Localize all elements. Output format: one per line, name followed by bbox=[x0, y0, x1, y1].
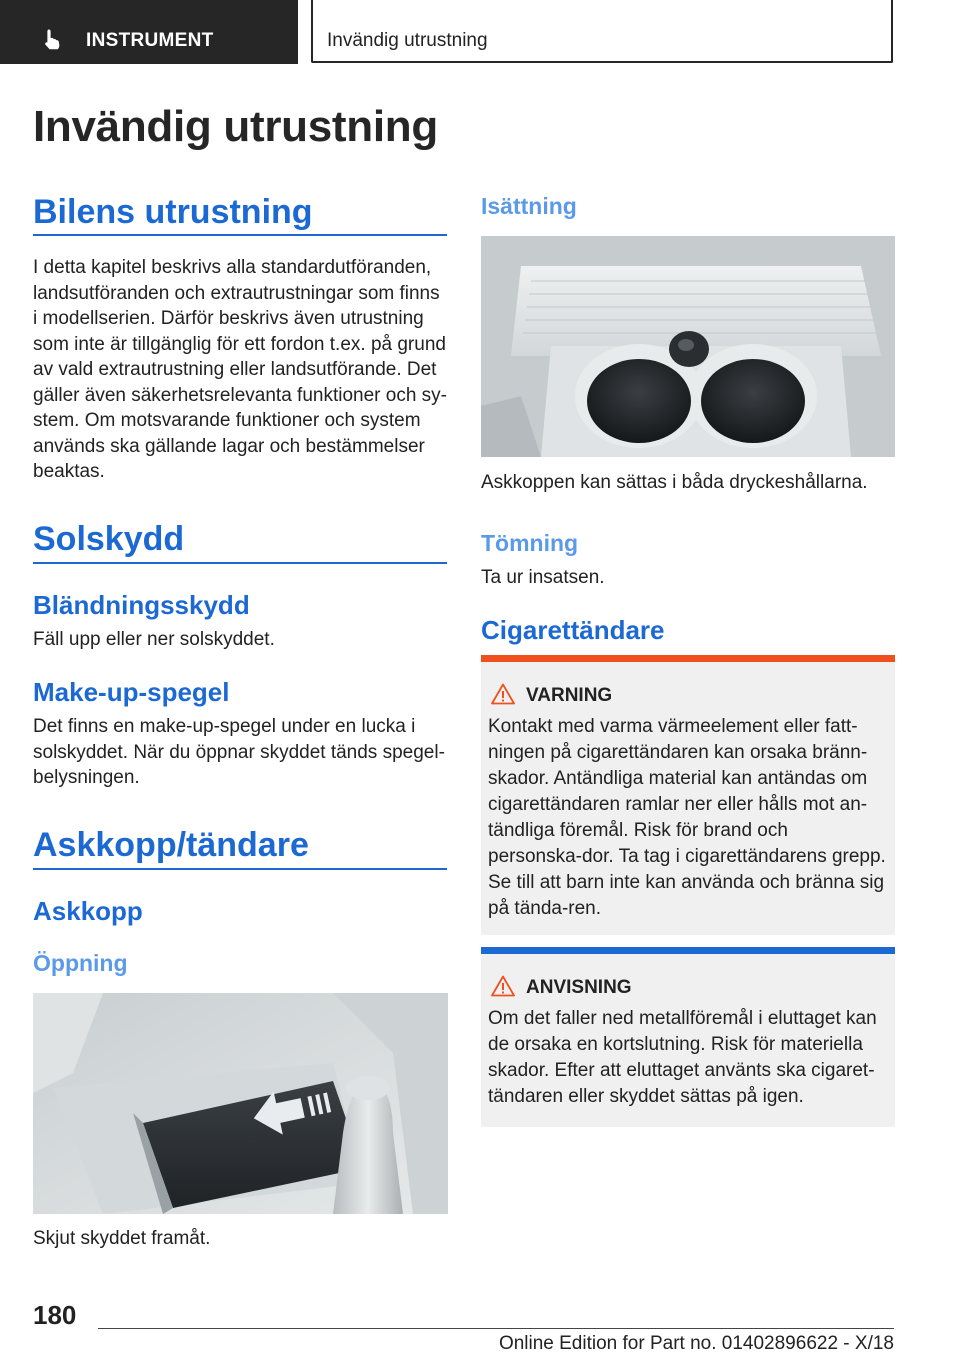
ashtray-insert-illustration bbox=[481, 236, 895, 457]
makeup-paragraph: Det finns en make-up-spegel under en lucka i solskyddet. När du öppnar skyddet tänds spegel-belysningen. bbox=[33, 716, 445, 788]
pointing-hand-icon bbox=[40, 27, 64, 51]
heading-rule bbox=[33, 562, 447, 564]
breadcrumb bbox=[311, 0, 893, 63]
heading-rule bbox=[33, 234, 447, 236]
section-label: INSTRUMENT bbox=[86, 30, 214, 51]
breadcrumb-text: Invändig utrustning bbox=[327, 30, 488, 51]
heading-bilens-utrustning: Bilens utrustning bbox=[33, 193, 313, 231]
warning-text: Kontakt med varma värmeelement eller fatt-ningen på cigarettändaren kan orsaka bränn-skador. Antändliga material kan antändas om cigarettändaren ramlar ner eller hålls mot an-tändliga föremål. Risk för brand och personska-dor. Ta tag i cigarettändarens grepp. Se till att barn inte kan använda och bränna sig på tända-ren. bbox=[488, 716, 886, 919]
tomning-text: Ta ur insatsen. bbox=[481, 567, 605, 588]
heading-isattning: Isättning bbox=[481, 193, 577, 219]
footer-edition: Online Edition for Part no. 01402896622 - X/18 bbox=[498, 1333, 894, 1354]
heading-solskydd: Solskydd bbox=[33, 520, 185, 558]
warning-triangle-icon bbox=[491, 683, 515, 705]
ashtray-opening-illustration bbox=[33, 993, 448, 1214]
notice-text: Om det faller ned metallföremål i eluttaget kan de orsaka en kortslutning. Risk för materiella skador. Efter att eluttaget använts ska cigaret-tändaren eller skyddet sättas på igen. bbox=[488, 1008, 877, 1107]
isattning-caption: Askkoppen kan sättas i båda dryckeshållarna. bbox=[481, 472, 868, 493]
heading-cigarettandare: Cigarettändare bbox=[481, 615, 665, 645]
warning-box bbox=[481, 655, 895, 935]
heading-rule bbox=[33, 868, 447, 870]
ashtray-opening-photo bbox=[33, 993, 448, 1214]
notice-triangle-icon bbox=[491, 975, 515, 997]
footer-rule bbox=[98, 1328, 894, 1329]
warning-bar bbox=[481, 655, 895, 662]
heading-oppning: Öppning bbox=[33, 950, 128, 976]
notice-label: ANVISNING bbox=[526, 977, 632, 998]
blandning-paragraph: Fäll upp eller ner solskyddet. bbox=[33, 629, 275, 650]
section-tab bbox=[0, 0, 298, 64]
heading-tomning: Tömning bbox=[481, 530, 579, 556]
heading-make-up-spegel: Make-up-spegel bbox=[33, 677, 230, 707]
notice-bar bbox=[481, 947, 895, 954]
heading-askkopp-tandare: Askkopp/tändare bbox=[33, 826, 309, 864]
notice-box bbox=[481, 947, 895, 1127]
page-title: Invändig utrustning bbox=[33, 102, 438, 151]
bilens-paragraph: I detta kapitel beskrivs alla standardutföranden, landsutföranden och extrautrustningar som finns i modellserien. Därför beskrivs även utrustning som inte är tillgänglig för ett fordon t.ex. på grund av vald extrautrustning eller landsutförande. Det gäller även säkerhetsrelevanta funktioner och sy-stem. Om motsvarande funktioner och system används ska gällande lagar och bestämmelser beaktas. bbox=[33, 257, 448, 482]
page-number: 180 bbox=[33, 1300, 77, 1330]
warning-label: VARNING bbox=[526, 685, 613, 706]
heading-blandningsskydd: Bländningsskydd bbox=[33, 590, 250, 620]
oppning-caption: Skjut skyddet framåt. bbox=[33, 1228, 211, 1249]
heading-askkopp: Askkopp bbox=[33, 896, 143, 926]
ashtray-insert-photo bbox=[481, 236, 895, 457]
